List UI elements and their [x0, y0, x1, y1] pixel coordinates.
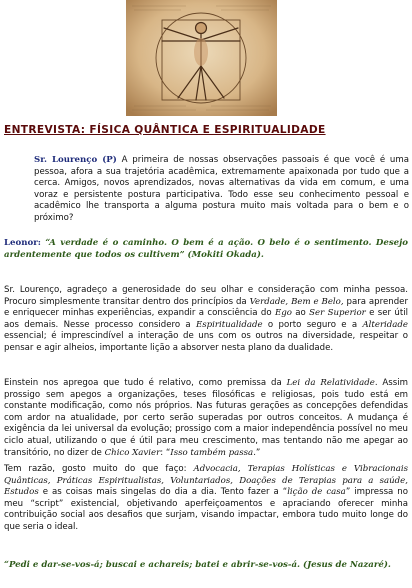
vitruvian-man-icon [126, 0, 277, 116]
quote-text: “A verdade é o caminho. O bem é a ação. O belo é o sentimento. Desejo ardentemente que todos os cultivem” (Mokiti Okada). [4, 238, 408, 260]
answer-paragraph [4, 378, 408, 459]
speaker-label: Leonor: [4, 238, 41, 248]
italic-run: Advocacia, Terapias Holísticas e Vibracionais Quânticas, Práticas Espiritualistas, Voluntariados, Doações de Terapias para a saúde, Estudos [4, 464, 408, 498]
speaker-label: Sr. Lourenço (P) [34, 155, 117, 165]
text-run: e ser útil aos demais. Nesse processo considero a [4, 308, 408, 330]
italic-run: Ego [274, 308, 292, 319]
italic-run: Alteridade [362, 319, 409, 330]
paragraph-text: A primeira de nossas observações passoais é que você é uma pessoa, afora a sua trajetória acadêmica, extremamente apaixonada por tudo que a cerca. Amigos, novos aprendizados, novas alternativas da vida em comum, e uma voraz e persistente postura participativa. Todo esse seu conhecimento pessoal e acadêmico lhe transporta a alguma postura muito mais voltada para o bem e o próximo? [34, 155, 410, 223]
italic-run: Isso também passa [170, 447, 254, 458]
closing-quote [4, 560, 408, 572]
page-title: ENTREVISTA: FÍSICA QUÂNTICA E ESPIRITUALIDADE [4, 124, 326, 136]
quote-text: “Pedi e dar-se-vos-á; buscai e achareis; batei e abrir-se-vos-á. (Jesus de Nazaré). [4, 560, 391, 570]
text-run: essencial; é imprescindível a interação de uns com os outros na diversidade, respeitar o pensar e agir alheios, importante lição a absorver nesta plano da dualidade. [4, 331, 408, 353]
text-run: para aprender e enriquecer minhas experiências, expandir a consciência do [4, 296, 408, 319]
text-run: : “ [160, 447, 171, 458]
text-run: Einstein nos apregoa que tudo é relativo, como premissa da [4, 378, 287, 388]
text-run: ” impressa no meu “script” existencial, objetivando aperfeiçoamentos e apraciando oferecer minha contribuição social aos desafios que surjam, visando impactar, embora tudo muito longe do que seria o ideal. [4, 487, 408, 532]
answer-paragraph [4, 464, 408, 534]
answer-paragraph [4, 285, 408, 355]
answer-intro [4, 238, 408, 261]
text-run: o porto seguro e a [262, 319, 363, 330]
text-run: Tem razão, gosto muito do que faço: [4, 464, 194, 474]
text-run: . Assim prossigo sem apegos a organizações, teses filosóficas e religiosas, pois tudo está em constante modificação, como nós próprios. Nas futuras gerações as concepções defendidas com ardor na atualidade, por certo serão superadas por outros conceitos. A mudança é exigência da lei universal da evolução; prossigo com a maior independência possível no meu ciclo atual, utilizando o que é útil para meu crescimento, mas tentando não me apegar ao transitório, no dizer de [4, 378, 408, 458]
text-run: Sr. Lourenço, agradeço a generosidade do seu olhar e consideração com minha pessoa. Procuro simplesmente transitar dentro dos princípios da [4, 285, 408, 307]
italic-run: Lei da Relatividade [286, 378, 375, 388]
italic-run: Espiritualidade [196, 319, 263, 330]
italic-run: Ser Superior [309, 308, 366, 319]
italic-run: Chico Xavier [104, 447, 161, 458]
text-run: .” [253, 447, 261, 458]
text-run: ao [291, 308, 310, 319]
question-paragraph [34, 155, 409, 225]
italic-run: lição de casa [287, 487, 346, 498]
text-run: e as coisas mais singelas do dia a dia. Tento fazer a “ [38, 487, 288, 498]
italic-run: Verdade, Bem e Belo, [249, 296, 344, 307]
